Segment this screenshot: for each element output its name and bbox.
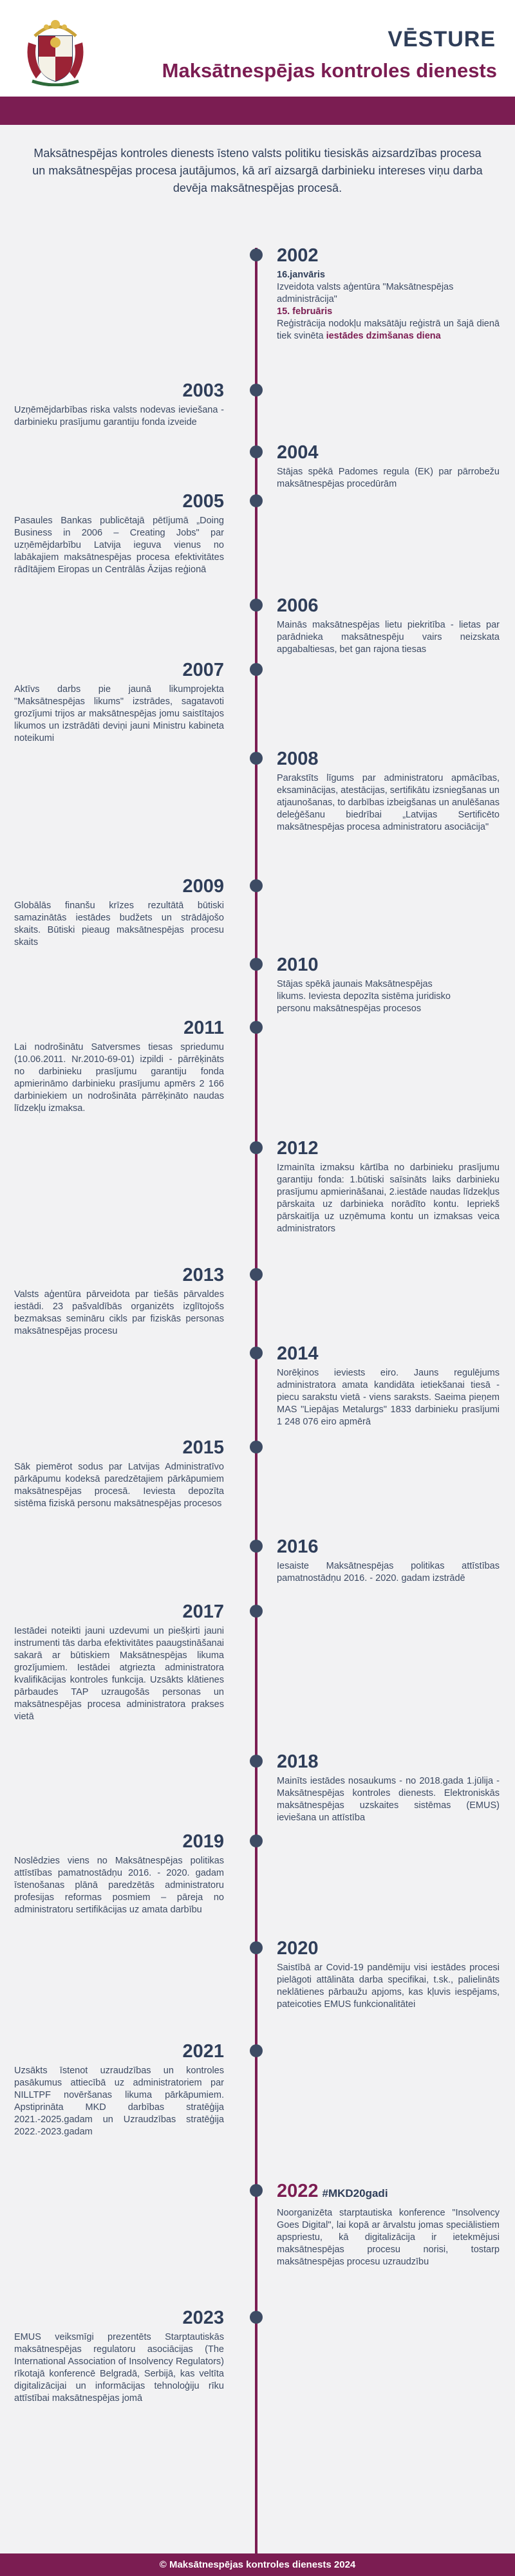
timeline-dot-icon — [250, 1347, 263, 1359]
event-text: Sāk piemērot sodus par Latvijas Administratīvo pārkāpumu kodeksā paredzētajiem pārkāpumiem maksātnespējas procesā. Ieviesta depozīta sistēma fiziskā personu maksātnespējas procesos — [14, 1462, 224, 1509]
event-text: Parakstīts līgums par administratoru apmācības, eksaminācijas, atestācijas, sertifikātu izsniegšanas un atjaunošanas, to darbības izbeigšanas un anulēšanas deleģēšanu biedrībai „Latvijas Sertificēto maksātnespējas procesa administratoru asociācija" — [277, 773, 500, 832]
timeline-event-2015 — [14, 1437, 224, 1510]
header-band — [0, 97, 515, 125]
timeline-event-2007 — [14, 659, 224, 745]
event-year: 2021 — [182, 2041, 224, 2062]
timeline-event-2014 — [277, 1343, 500, 1428]
event-year: 2002 — [277, 245, 319, 266]
timeline-dot-icon — [250, 1755, 263, 1768]
timeline-dot-icon — [250, 2184, 263, 2197]
event-year: 2017 — [182, 1601, 224, 1622]
event-text: Izmainīta izmaksu kārtība no darbinieku prasījumu garantiju fonda: 1.būtiski saīsināts laiks darbinieku prasījumu apmierināšanai, 2.iestāde naudas līdzekļus pārskaita uz darbinieka norādīto kontu. Iepriekš pārskaitīja uz uzņēmuma kontu un izmaksas veica administrators — [277, 1162, 500, 1234]
timeline-dot-icon — [250, 445, 263, 458]
timeline-dot-icon — [250, 2044, 263, 2057]
event-text: EMUS veiksmīgi prezentēts Starptautiskās maksātnespējas regulatoru asociācijas (The International Association of Insolvency Regulators) rīkotajā konferencē Belgradā, Serbijā, kas veltīta digitalizācijai un informācijas tehnoloģiju rīku attīstībai maksātnespējas jomā — [14, 2332, 224, 2403]
event-year: 2006 — [277, 595, 319, 616]
page-subtitle: Maksātnespējas kontroles dienests — [162, 59, 497, 82]
event-year: 2013 — [182, 1265, 224, 1285]
timeline-event-2003 — [14, 380, 224, 429]
timeline-dot-icon — [250, 494, 263, 507]
event-year: 2009 — [182, 876, 224, 897]
event-text: Izveidota valsts aģentūra "Maksātnespējas administrācija" — [277, 282, 454, 304]
event-text: Valsts aģentūra pārveidota par tiešās pārvaldes iestādi. 23 pašvaldībās organizēts izglītojošs bezmaksas semināru cikls par fiziskās personas maksātnespējas procesu — [14, 1289, 224, 1336]
event-highlight: iestādes dzimšanas diena — [326, 331, 441, 341]
timeline-event-2008 — [277, 748, 500, 834]
event-text: Noorganizēta starptautiska konference "Insolvency Goes Digital", lai kopā ar ārvalstu jomas speciālistiem apspriestu, kā digitalizācija ir ietekmējusi maksātnespējas procesu norisi, tostarp maksātnespējas procesu uzraudzību — [277, 2208, 500, 2267]
event-year: 2010 — [277, 955, 319, 975]
event-year: 2023 — [182, 2308, 224, 2328]
timeline-dot-icon — [250, 752, 263, 765]
timeline-event-2023 — [14, 2307, 224, 2405]
timeline-dot-icon — [250, 599, 263, 611]
timeline-dot-icon — [250, 384, 263, 397]
event-text: Mainās maksātnespējas lietu piekritība - lietas par parādnieka maksātnespēju vairs neizskata apgabaltiesas, bet gan rajona tiesas — [277, 620, 500, 655]
timeline-dot-icon — [250, 958, 263, 971]
timeline-event-2012 — [277, 1137, 500, 1235]
event-text: Pasaules Bankas publicētajā pētījumā „Doing Business in 2006 – Creating Jobs" par uzņēmējdarbību Latvija ieguva vienus no labākajiem maksātnespējas procesa efektivitātes rādītājiem Eiropas un Centrālās Āzijas reģionā — [14, 516, 224, 575]
coat-of-arms-icon — [22, 17, 89, 86]
event-year: 2014 — [277, 1343, 319, 1364]
event-text: Iesaiste Maksātnespējas politikas attīstības pamatnostādņu 2016. - 2020. gadam izstrādē — [277, 1561, 500, 1583]
event-text: Uzsākts īstenot uzraudzības un kontroles pasākumus attiecībā uz administratoriem par NILLTPF novēršanas likuma pārkāpumiem. Apstiprināta MKD darbības stratēģija 2021.-2025.gadam un Uzraudzības stratēģija 2022.-2023.gadam — [14, 2066, 224, 2137]
timeline-dot-icon — [250, 2311, 263, 2324]
event-year: 2019 — [182, 1831, 224, 1852]
page-header — [0, 0, 515, 97]
event-year: 2018 — [277, 1751, 319, 1772]
timeline-event-2004 — [277, 442, 500, 490]
event-year: 2007 — [182, 660, 224, 680]
event-year: 2016 — [277, 1536, 319, 1557]
timeline-dot-icon — [250, 879, 263, 892]
event-year: 2022 — [277, 2181, 319, 2201]
timeline-event-2019 — [14, 1831, 224, 1916]
timeline-event-2018 — [277, 1751, 500, 1824]
event-text: Norēķinos ieviests eiro. Jauns regulējums administratora amata kandidāta ietiekšanai tiesā - piecu sarakstu vietā - viens saraksts. Saeima pieņem MAS "Liepājas Metalurgs" 1833 darbinieku prasījumi 1 248 076 eiro apmērā — [277, 1368, 500, 1427]
timeline-event-2020 — [277, 1937, 500, 2011]
page-footer: © Maksātnespējas kontroles dienests 2024 — [0, 2553, 515, 2576]
event-date: 15. februāris — [277, 306, 333, 317]
timeline-dot-icon — [250, 1141, 263, 1154]
timeline-event-2013 — [14, 1264, 224, 1338]
timeline-dot-icon — [250, 1268, 263, 1281]
timeline-event-2006 — [277, 595, 500, 656]
event-text: Aktīvs darbs pie jaunā likumprojekta "Maksātnespējas likums" izstrādes, sagatavoti grozījumi trijos ar maksātnespējas jomu saistītajos likumos un izstrādāti deviņi jauni Ministru kabineta noteikumi — [14, 684, 224, 743]
timeline-event-2010 — [277, 954, 500, 1015]
timeline-dot-icon — [250, 1540, 263, 1553]
event-text: Noslēdzies viens no Maksātnespējas politikas attīstības pamatnostādņu 2016. - 2020. gadam īstenošanas plānā paredzētās administratoru profesijas reformas posmiem – pāreja no administratoru sertifikācijas uz amata darbību — [14, 1856, 224, 1915]
event-text: Reģistrācija nodokļu maksātāju reģistrā un šajā dienā tiek svinēta — [277, 319, 500, 341]
event-year: 2015 — [182, 1437, 224, 1458]
timeline-dot-icon — [250, 663, 263, 676]
event-text: Globālās finanšu krīzes rezultātā būtiski samazinātās iestādes budžets un strādājošo skaits. Būtiski pieaug maksātnespējas procesu skaits — [14, 901, 224, 947]
timeline-dot-icon — [250, 1605, 263, 1618]
timeline-dot-icon — [250, 248, 263, 261]
event-year: 2005 — [182, 491, 224, 512]
timeline-event-2022 — [277, 2180, 500, 2268]
event-year: 2004 — [277, 442, 319, 463]
timeline-event-2016 — [277, 1536, 500, 1585]
timeline-event-2005 — [14, 490, 224, 576]
timeline-dot-icon — [250, 1441, 263, 1453]
event-year: 2003 — [182, 380, 224, 401]
event-text: Iestādei noteikti jauni uzdevumi un piešķirti jauni instrumenti tās darba efektivitātes paaugstināšanai sakarā ar būtiskiem Maksātnespējas likuma grozījumiem. Iestādei atgriezta administratora kvalifikācijas kontroles funkcija. Uzsākts klātienes pārbaudes TAP uzraugošās personas un maksātnespējas procesa administratora prakses vietā — [14, 1626, 224, 1722]
event-year: 2011 — [183, 1018, 224, 1038]
intro-text: Maksātnespējas kontroles dienests īsteno valsts politiku tiesiskās aizsardzības procesa un maksātnespējas procesa jautājumos, kā arī aizsargā darbinieku intereses viņu darba devēja maksātnespējas procesā. — [32, 147, 483, 194]
event-text: Saistībā ar Covid-19 pandēmiju visi iestādes procesi pielāgoti attālināta darba specifikai, t.sk., palielināts neklātienes pārbaužu apjoms, kas kļuvis iespējams, pateicoties EMUS funkcionalitātei — [277, 1963, 500, 2010]
timeline-event-2009 — [14, 875, 224, 949]
timeline-dot-icon — [250, 1021, 263, 1034]
event-year: 2020 — [277, 1938, 319, 1959]
event-year: 2012 — [277, 1138, 319, 1159]
event-text: Mainīts iestādes nosaukums - no 2018.gada 1.jūlija - Maksātnespējas kontroles dienests. Elektroniskās maksātnespējas uzskaites sistēmas (EMUS) ieviešana un attīstība — [277, 1776, 500, 1823]
event-hashtag: #MKD20gadi — [322, 2187, 388, 2199]
event-text: Lai nodrošinātu Satversmes tiesas spriedumu (10.06.2011. Nr.2010-69-01) izpildi - pārrēķināts no darbinieku prasījumu garantiju fonda apmierināmo darbinieku prasījumu apmērs 2 166 darbiniekiem un nodrošināta pārrēķināto naudas līdzekļu izmaksa. — [14, 1042, 224, 1114]
timeline-dot-icon — [250, 1834, 263, 1847]
event-text: Stājas spēkā Padomes regula (EK) par pārrobežu maksātnespējas procedūrām — [277, 467, 500, 489]
event-date: 16.janvāris — [277, 270, 325, 280]
page-title: VĒSTURE — [388, 27, 496, 51]
timeline-dot-icon — [250, 1941, 263, 1954]
timeline-event-2021 — [14, 2040, 224, 2138]
timeline-event-2011 — [14, 1017, 224, 1115]
timeline-event-2017 — [14, 1601, 224, 1723]
event-text: Stājas spēkā jaunais Maksātnespējas likums. Ieviesta depozīta sistēma juridisko personu maksātnespējas procesos — [277, 979, 451, 1014]
timeline-event-2002 — [277, 245, 500, 342]
timeline-axis — [255, 248, 258, 2553]
event-text: Uzņēmējdarbības riska valsts nodevas ieviešana - darbinieku prasījumu garantiju fonda izveide — [14, 405, 224, 427]
event-year: 2008 — [277, 749, 319, 769]
